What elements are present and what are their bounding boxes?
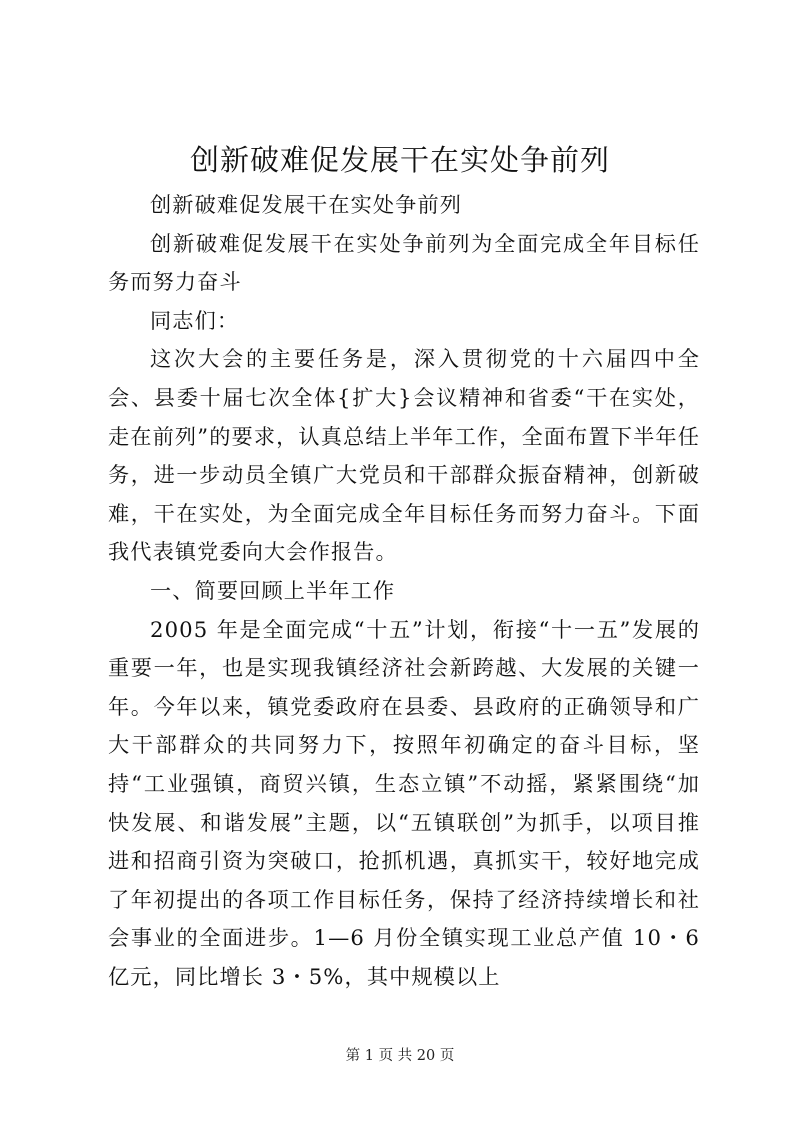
document-title: 创新破难促发展干在实处争前列 [189, 143, 610, 177]
paragraph-salutation: 同志们： [150, 307, 240, 333]
page-footer: 第 1 页 共 20 页 [345, 1048, 455, 1064]
section-heading: 一、简要回顾上半年工作 [150, 577, 396, 603]
paragraph-subtitle: 创新破难促发展干在实处争前列 [150, 192, 463, 217]
paragraph-intro: 这次大会的主要任务是，深入贯彻党的十六届四中全会、县委十届七次全体{扩大}会议精神和省委“干在实处，走在前列”的要求，认真总结上半年工作，全面布置下半年任务，进一步动员全镇广大党员和干部群众振奋精神，创新破难，干在实处，为全面完成全年目标任务而努力奋斗。下面我代表镇党委向大会作报告。 [108, 346, 700, 565]
paragraph-review: 2005 年是全面完成“十五”计划，衔接“十一五”发展的重要一年，也是实现我镇经济社会新跨越、大发展的关键一年。今年以来，镇党委政府在县委、县政府的正确领导和广大干部群众的共同努力下，按照年初确定的奋斗目标，坚持“工业强镇，商贸兴镇，生态立镇”不动摇，紧紧围绕“加快发展、和谐发展”主题，以“五镇联创”为抓手，以项目推进和招商引资为突破口，抢抓机遇，真抓实干，较好地完成了年初提出的各项工作目标任务，保持了经济持续增长和社会事业的全面进步。1—6 月份全镇实现工业总产值 10・6 亿元，同比增长 3・5%，其中规模以上 [108, 616, 700, 989]
document-body [108, 186, 700, 996]
paragraph-heading-line: 创新破难促发展干在实处争前列为全面完成全年目标任务而努力奋斗 [108, 230, 700, 295]
